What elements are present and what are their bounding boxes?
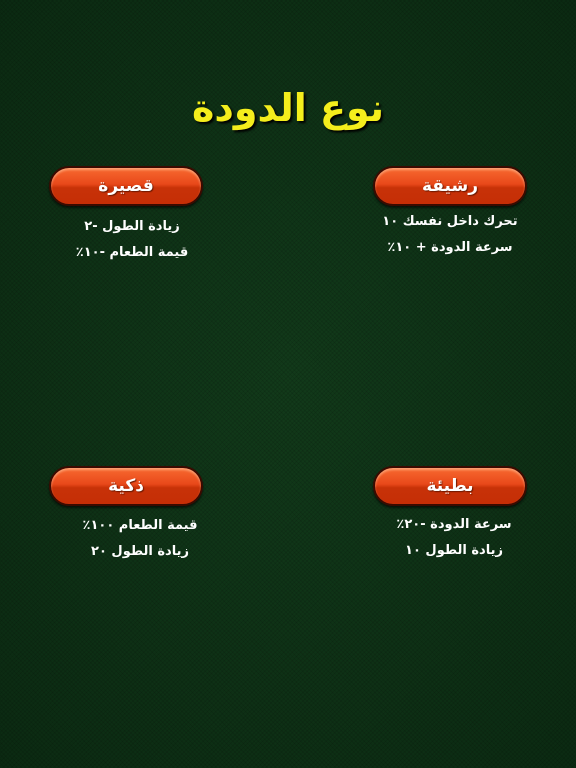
smart-type-button[interactable]: ذكية [49, 466, 203, 506]
agile-line-2: سرعة الدودة + ١٠٪ [387, 240, 513, 255]
agile-type-description [360, 215, 540, 267]
short-type-description [42, 220, 222, 272]
smart-line-2: زيادة الطول ٢٠ [91, 544, 189, 559]
agile-type-button[interactable]: رشيقة [373, 166, 527, 206]
slow-type-button[interactable]: بطيئة [373, 466, 527, 506]
short-line-1: زيادة الطول -٢ [84, 219, 180, 234]
slow-line-1: سرعة الدودة -٢٠٪ [396, 517, 512, 532]
short-type-button[interactable]: قصيرة [49, 166, 203, 206]
agile-line-1: تحرك داخل نفسك ١٠ [382, 214, 518, 229]
page-title: نوع الدودة [191, 86, 385, 130]
slow-line-2: زيادة الطول ١٠ [405, 543, 503, 558]
smart-line-1: قيمة الطعام ١٠٠٪ [82, 518, 198, 533]
slow-type-description [364, 518, 544, 570]
short-line-2: قيمة الطعام -١٠٪ [75, 245, 189, 260]
smart-type-description [50, 519, 230, 571]
